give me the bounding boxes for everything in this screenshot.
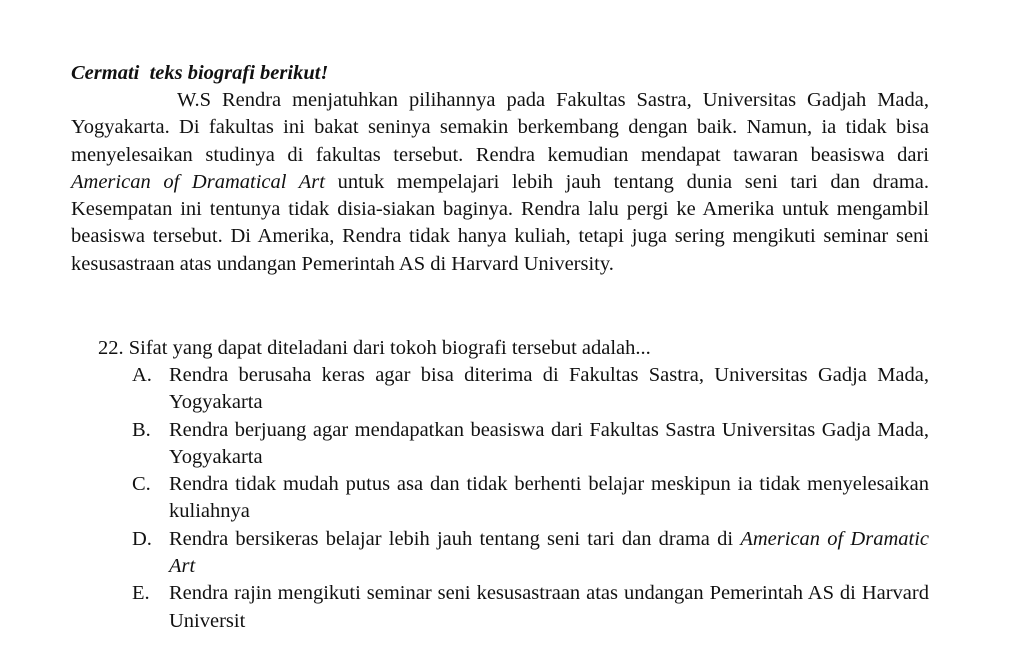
option-text: Rendra berusaha keras agar bisa diterima di Fakultas Sastra, Universitas Gadja Mada, Yogyakarta (169, 364, 929, 414)
option-letter: C. (132, 473, 151, 496)
option-d[interactable] (132, 526, 929, 581)
option-text: Rendra rajin mengikuti seminar seni kesusastraan atas undangan Pemerintah AS di Harvard Universit (169, 582, 929, 632)
question-number: 22. (98, 337, 124, 359)
option-text-main: Rendra bersikeras belajar lebih jauh tentang seni tari dan drama di (169, 527, 741, 550)
passage-text-part2: untuk mempelajari lebih jauh tentang dunia seni tari dan drama. Kesempatan ini tentunya tidak disia-siakan baginya. Rendra lalu pergi ke Amerika untuk mengambil beasiswa tersebut. Di Amerika, Rendra tidak hanya kuliah, tetapi juga sering mengikuti seminar seni kesusastraan atas undangan Pemerintah AS di Harvard University. (71, 170, 929, 275)
option-letter: B. (132, 418, 151, 441)
option-a[interactable] (132, 362, 929, 417)
option-text: Rendra berjuang agar mendapatkan beasiswa dari Fakultas Sastra Universitas Gadja Mada, Yogyakarta (169, 418, 929, 468)
option-c[interactable] (132, 471, 929, 526)
option-letter: A. (132, 364, 152, 386)
option-text (169, 526, 929, 581)
option-e[interactable] (132, 580, 929, 635)
passage-text-part1: W.S Rendra menjatuhkan pilihannya pada Fakultas Sastra, Universitas Gadjah Mada, Yogyakarta. Di fakultas ini bakat seninya semakin berkembang dengan baik. Namun, ia tidak bisa menyelesaikan studinya di fakultas tersebut. Rendra kemudian mendapat tawaran beasiswa dari (71, 89, 929, 166)
option-text: Rendra tidak mudah putus asa dan tidak berhenti belajar meskipun ia tidak menyelesaikan kuliahnya (169, 473, 929, 523)
option-letter: E. (132, 582, 150, 605)
instruction-heading: Cermati teks biografi berikut! (71, 62, 329, 84)
question-22 (98, 335, 651, 362)
biography-passage (71, 87, 929, 278)
option-text-italic: American of Dramatic Art (169, 527, 929, 578)
passage-italic-title: American of Dramatical Art (71, 170, 325, 193)
option-letter: D. (132, 527, 152, 550)
answer-options (132, 362, 929, 635)
question-text: Sifat yang dapat diteladani dari tokoh biografi tersebut adalah... (128, 337, 651, 359)
option-b[interactable] (132, 417, 929, 472)
